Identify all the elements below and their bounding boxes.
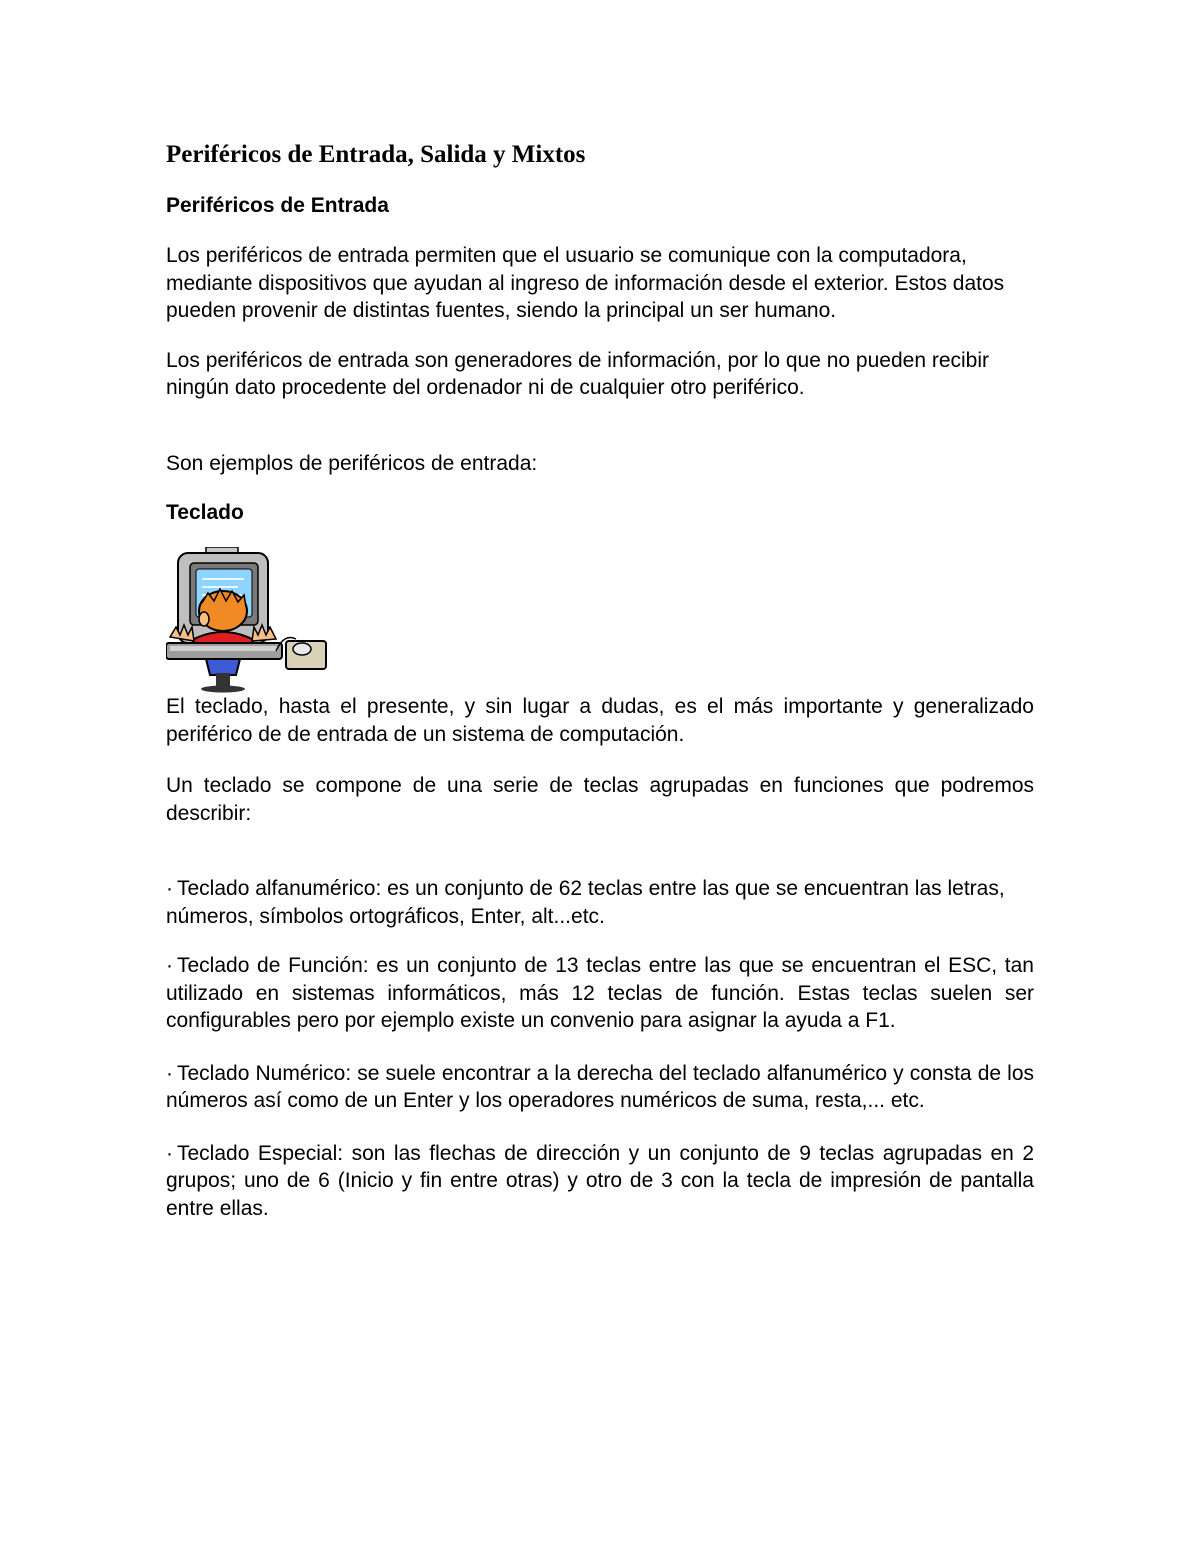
spacer xyxy=(166,847,1034,875)
examples-intro: Son ejemplos de periféricos de entrada: xyxy=(166,451,538,475)
document-page xyxy=(166,138,1034,1247)
key-group-numerico: Teclado Numérico: se suele encontrar a la derecha del teclado alfanumérico y consta de los números así como de un Enter y los operadores numéricos de suma, resta,... etc. xyxy=(166,1061,1034,1112)
key-group-especial: Teclado Especial: son las flechas de dirección y un conjunto de 9 teclas agrupadas en 2 grupos; uno de 6 (Inicio y fin entre otras) y otro de 3 con la tecla de impresión de pantalla entre ellas. xyxy=(166,1141,1034,1220)
key-group-alfanumerico: Teclado alfanumérico: es un conjunto de 62 teclas entre las que se encuentran las letras, números, símbolos ortográficos, Enter, alt...etc. xyxy=(166,877,1005,928)
bullet-glyph: · xyxy=(166,877,173,900)
list-item xyxy=(166,1140,1034,1223)
bullet-glyph: · xyxy=(166,1061,173,1085)
computer-user-keyboard-icon xyxy=(166,547,328,693)
spacer xyxy=(166,422,1034,450)
list-item xyxy=(166,1060,1034,1115)
key-groups-list xyxy=(166,875,1034,1222)
keyboard-paragraph-2: Un teclado se compone de una serie de teclas agrupadas en funciones que podremos describir: xyxy=(166,774,1034,825)
section-heading-entrada: Periféricos de Entrada xyxy=(166,194,389,217)
bullet-glyph: · xyxy=(166,954,173,977)
key-group-funcion: Teclado de Función: es un conjunto de 13 teclas entre las que se encuentran el ESC, tan utilizado en sistemas informáticos, más 12 teclas de función. Estas teclas suelen ser configurables pero por ejemplo existe un convenio para asignar la ayuda a F1. xyxy=(166,954,1034,1032)
intro-paragraph-2: Los periféricos de entrada son generadores de información, por lo que no pueden recibir ningún dato procedente del ordenador ni de cualquier otro periférico. xyxy=(166,348,990,399)
bullet-glyph: · xyxy=(166,1141,173,1165)
intro-paragraph-1: Los periféricos de entrada permiten que el usuario se comunique con la computadora, mediante dispositivos que ayudan al ingreso de información desde el exterior. Estos datos pueden provenir de distintas fuentes, siendo la principal un ser humano. xyxy=(166,244,1005,322)
subheading-teclado: Teclado xyxy=(166,501,244,524)
list-item xyxy=(166,875,1034,930)
list-item xyxy=(166,952,1034,1035)
document-title: Periféricos de Entrada, Salida y Mixtos xyxy=(166,141,586,168)
keyboard-paragraph-1: El teclado, hasta el presente, y sin lugar a dudas, es el más importante y generalizado periférico de de entrada de un sistema de computación. xyxy=(166,695,1034,746)
